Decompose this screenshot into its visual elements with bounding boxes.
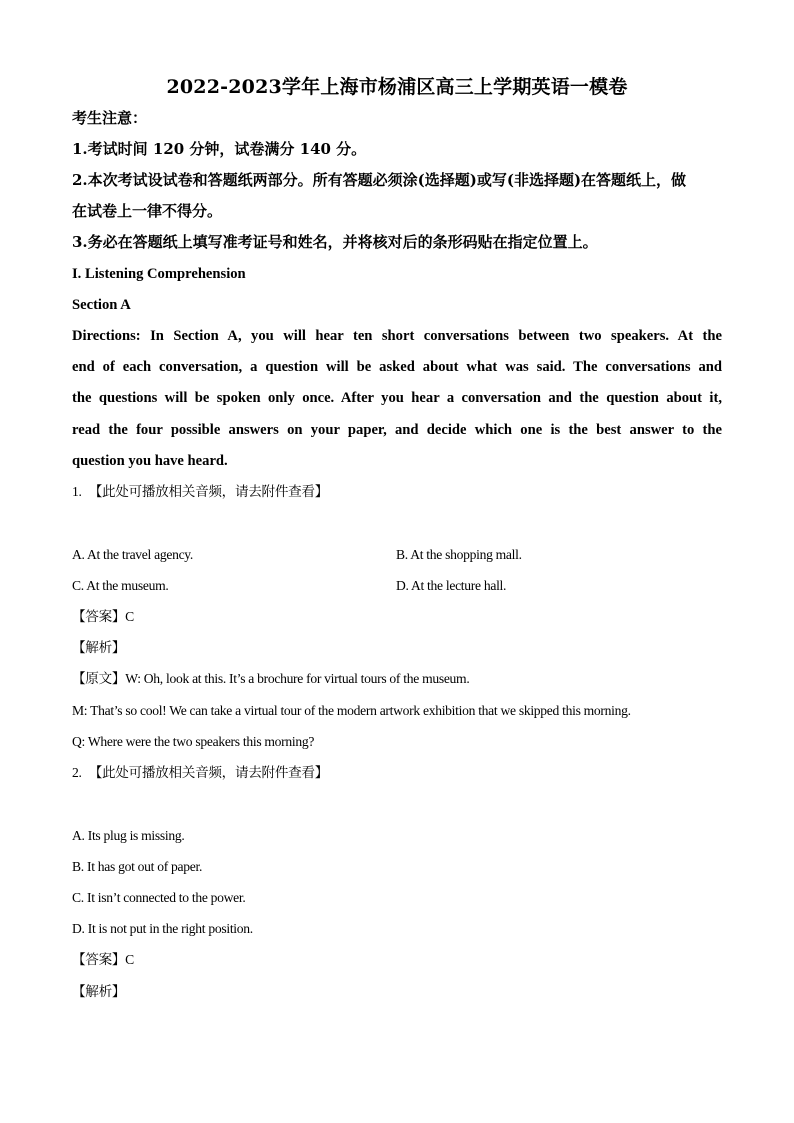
transcript-text: W: Oh, look at this. It’s a brochure for virtual tours of the museum. (125, 671, 470, 686)
notice-item-1: 1.考试时间 120 分钟，试卷满分 140 分。 (72, 140, 367, 158)
notice-heading: 考生注意： (72, 109, 148, 127)
q2-analysis: 【解析】 (72, 984, 126, 999)
q2-option-c: C. It isn’t connected to the power. (72, 890, 246, 905)
audio-note[interactable]: 【此处可播放相关音频，请去附件查看】 (88, 484, 329, 499)
notice-item-3: 3.务必在答题纸上填写准考证号和姓名，并将核对后的条形码贴在指定位置上。 (72, 233, 598, 251)
q1-analysis: 【解析】 (72, 640, 126, 655)
question-number: 1. (72, 484, 82, 499)
q2-option-a: A. Its plug is missing. (72, 828, 185, 843)
notice-item-2-line-2: 在试卷上一律不得分。 (72, 202, 223, 220)
q2-option-b: B. It has got out of paper. (72, 859, 203, 874)
question-2 (72, 766, 328, 780)
q1-option-d: D. At the lecture hall. (396, 578, 507, 593)
page-title: 2022-2023学年上海市杨浦区高三上学期英语一模卷 (166, 76, 628, 98)
transcript-label: 【原文】 (72, 671, 126, 686)
q1-transcript-q: Q: Where were the two speakers this morning? (72, 734, 315, 749)
q1-option-a: A. At the travel agency. (72, 547, 194, 562)
question-1 (72, 485, 328, 499)
q2-answer: 【答案】C (72, 952, 134, 967)
directions-line: question you have heard. (72, 453, 228, 469)
section-heading: Section A (72, 297, 131, 313)
q1-option-b: B. At the shopping mall. (396, 547, 522, 562)
directions-line: the questions will be spoken only once. After you hear a conversation and the question about it, (72, 390, 722, 406)
q2-option-d: D. It is not put in the right position. (72, 921, 253, 936)
audio-note[interactable]: 【此处可播放相关音频，请去附件查看】 (88, 765, 329, 780)
q1-transcript-w (72, 672, 469, 686)
part-heading: I. Listening Comprehension (72, 266, 246, 282)
q1-transcript-m: M: That’s so cool! We can take a virtual tour of the modern artwork exhibition that we skipped this morning. (72, 703, 631, 718)
directions-line: Directions: In Section A, you will hear ten short conversations between two speakers. At the (72, 328, 722, 344)
q1-answer: 【答案】C (72, 609, 134, 624)
notice-item-2-line-1: 2.本次考试设试卷和答题纸两部分。所有答题必须涂(选择题)或写(非选择题)在答题纸上，做 (72, 171, 687, 189)
directions-line: read the four possible answers on your paper, and decide which one is the best answer to the (72, 422, 722, 438)
directions-line: end of each conversation, a question will be asked about what was said. The conversations and (72, 359, 722, 375)
question-number: 2. (72, 765, 82, 780)
q1-option-c: C. At the museum. (72, 578, 169, 593)
